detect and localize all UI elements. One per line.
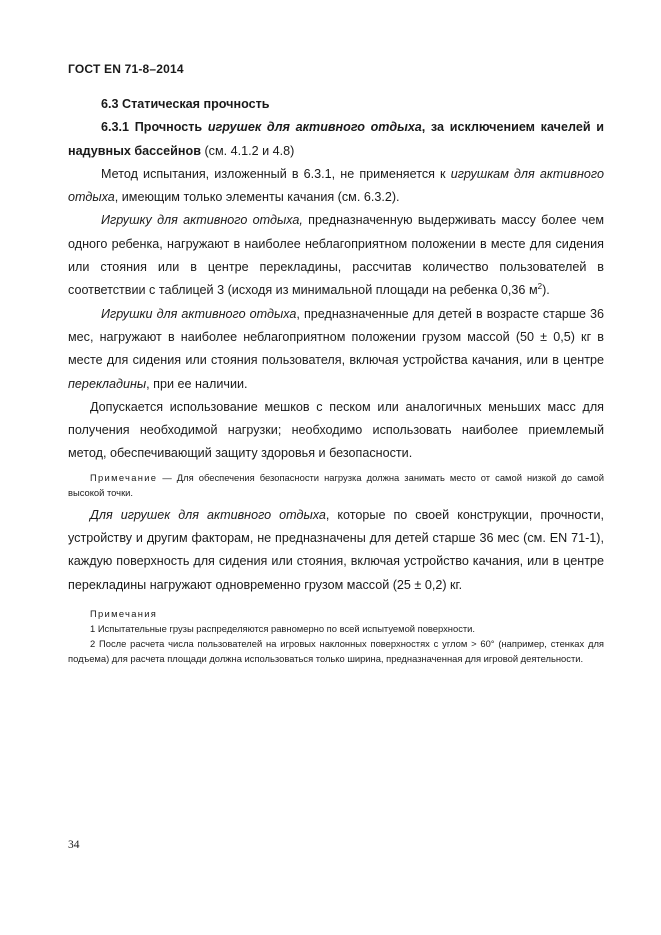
page-number: 34 [68,839,80,851]
notes-item-2: 2 После расчета числа пользователей на игровых наклонных поверхностях с углом > 60° (например, стенках для подъема) для расчета площади должна использоваться только ширина, предназначенная для игровой деятельности. [68,637,604,664]
paragraph-5 [68,504,604,597]
notes-item-1: 1 Испытательные грузы распределяются равномерно по всей испытуемой поверхности. [90,622,476,634]
p5-text: , которые по своей конструкции, прочности, устройству и другим факторам, не предназначены для детей старше 36 мес (см. EN 71-1), каждую поверхность для сидения или стояния, включая устройство качания, или в центре перекладины нагружают одновременно грузом массой (25 ± 0,2) кг. [68,507,604,592]
subsection-reference: (см. 4.1.2 и 4.8) [200,143,295,158]
p2-superscript: 2 [537,282,543,292]
p1-text-a: Метод испытания, изложенный в 6.3.1, не применяется к [101,166,451,181]
section-heading: 6.3 Статическая прочность [101,97,270,111]
p1-text-b: , имеющим только элементы качания (см. 6.3.2). [114,190,400,205]
p1-italic-term: игрушкам для активного отдыха [68,166,605,205]
p2-text-end: ). [542,283,550,298]
subsection-italic-term: игрушек для активного отдыха [207,120,422,135]
p3-italic-term-2: перекладины [68,376,147,391]
p3-text: , предназначенные для детей в возрасте старше 36 мес, нагружают в наиболее неблагоприятном положении грузом массой (50 ± 0,5) кг в месте для сидения или стояния пользователя, включая устройства качания, или в центре [68,306,604,368]
p3-italic-term: Игрушки для активного отдыха [101,306,297,321]
p5-italic-term: Для игрушек для активного отдыха [90,507,326,522]
paragraph-4: Допускается использование мешков с песком или аналогичных меньших масс для получения необходимой нагрузки; необходимо использовать наиболее приемлемый метод, обеспечивающий защиту здоровья и безопасности. [68,399,604,461]
notes-title: Примечания [90,607,158,619]
subsection-number: 6.3.1 Прочность [101,120,208,135]
subsection-rest: , за исключением качелей и надувных бассейнов [68,120,604,158]
paragraph-1 [68,163,604,210]
note-label: Примечание [90,471,158,483]
note-text: — Для обеспечения безопасности нагрузка должна занимать место от самой низкой до самой высокой точки. [68,471,604,498]
p3-text-end: , при ее наличии. [146,376,248,391]
page-content [68,93,604,666]
standard-designation: ГОСТ EN 71-8–2014 [68,62,184,76]
paragraph-3 [68,303,604,396]
note [68,470,604,500]
p2-italic-term: Игрушку для активного отдыха, [101,213,303,228]
paragraph-2 [68,209,604,302]
p2-text: предназначенную выдерживать массу более чем одного ребенка, нагружают в наиболее неблагоприятном положении в месте для сидения или стояния или в центре перекладины, рассчитав количество пользователей в соответствии с таблицей 3 (исходя из минимальной площади на ребенка 0,36 м [68,213,604,298]
subsection-heading [68,116,604,163]
